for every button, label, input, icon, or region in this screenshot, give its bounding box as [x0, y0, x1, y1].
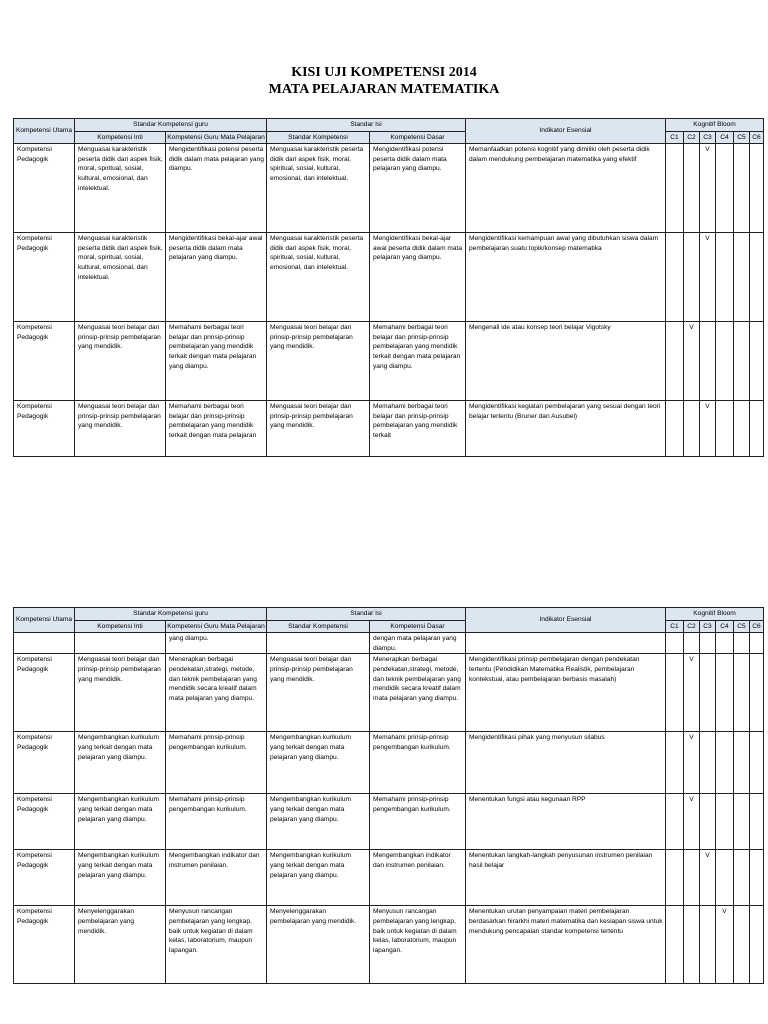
bloom-c5-mark [734, 144, 750, 233]
cell-standar-kompetensi: Menguasai karakteristik peserta didik dari aspek fisik, moral, spiritual, sosial, kultural, emosional, dan intelektual. [267, 144, 370, 233]
table-row [14, 322, 764, 401]
cell-indikator-esensial: Memanfaatkan potensi kognitif yang dimiliki oleh peserta didik dalam mendukung pembelajaran matematika yang efektif [466, 144, 666, 233]
cell-kompetensi-inti: Menguasai teori belajar dan prinsip-prinsip pembelajaran yang mendidik. [75, 654, 166, 732]
cell-kompetensi-dasar: Memahami berbagai teori belajar dan prinsip-prinsip pembelajaran yang mendidik terkait [370, 401, 466, 457]
bloom-c3-mark [700, 654, 716, 732]
bloom-c4-mark [716, 794, 734, 850]
bloom-c2-mark: V [684, 794, 700, 850]
cell-kompetensi-guru-mapel: Memahami berbagai teori belajar dan prinsip-prinsip pembelajaran yang mendidik terkait dengan mata pelajaran [166, 401, 267, 457]
bloom-c3-mark: V [700, 850, 716, 906]
competency-table-2 [13, 607, 764, 984]
cell-kompetensi-guru-mapel: Mengidentifikasi potensi peserta didik dalam mata pelajaran yang diampu. [166, 144, 267, 233]
cell-kompetensi-utama: Kompetensi Pedagogik [14, 732, 75, 794]
bloom-c6-mark [750, 850, 764, 906]
table-row [14, 401, 764, 457]
table-2-body [14, 633, 764, 984]
continuation-bloom-cell [734, 633, 750, 654]
cell-kompetensi-dasar: Mengidentifikasi bekal-ajar awal peserta didik dalam mata pelajaran yang diampu. [370, 233, 466, 322]
header-standar-kompetensi: Standar Kompetensi [267, 620, 370, 633]
continuation-sk [267, 633, 370, 654]
cell-kompetensi-inti: Menguasai karakteristik peserta didik dari aspek fisik, moral, spiritual, sosial, kultural, emosional, dan intelektual. [75, 144, 166, 233]
bloom-c3-mark: V [700, 144, 716, 233]
header-standar-isi: Standar Isi [267, 608, 466, 621]
bloom-c5-mark [734, 654, 750, 732]
cell-kompetensi-guru-mapel: Memahami prinsip-prinsip pengembangan kurikulum. [166, 794, 267, 850]
bloom-c6-mark [750, 906, 764, 984]
header-standar-kompetensi-guru: Standar Kompetensi guru [75, 608, 267, 621]
cell-standar-kompetensi: Mengembangkan kurikulum yang terkait dengan mata pelajaran yang diampu. [267, 850, 370, 906]
bloom-c1-mark [666, 850, 684, 906]
cell-kompetensi-inti: Menguasai teori belajar dan prinsip-prinsip pembelajaran yang mendidik. [75, 401, 166, 457]
cell-kompetensi-guru-mapel: Memahami prinsip-prinsip pengembangan kurikulum. [166, 732, 267, 794]
header-level-c1: C1 [666, 131, 684, 144]
cell-kompetensi-utama: Kompetensi Pedagogik [14, 233, 75, 322]
cell-kompetensi-utama: Kompetensi Pedagogik [14, 794, 75, 850]
header-level-c4: C4 [716, 131, 734, 144]
cell-indikator-esensial: Mengidentifikasi kegiatan pembelajaran yang sesuai dengan teori belajar tertentu (Bruner dan Ausubel) [466, 401, 666, 457]
header-standar-isi: Standar Isi [267, 119, 466, 132]
continuation-inti [75, 633, 166, 654]
table-row [14, 794, 764, 850]
header-indikator-esensial: Indikator Esensial [466, 608, 666, 633]
cell-kompetensi-guru-mapel: Menyusun rancangan pembelajaran yang lengkap, baik untuk kegiatan di dalam kelas, laboratorium, maupun lapangan. [166, 906, 267, 984]
cell-kompetensi-utama: Kompetensi Pedagogik [14, 144, 75, 233]
bloom-c1-mark [666, 654, 684, 732]
header-level-c5: C5 [734, 131, 750, 144]
bloom-c4-mark [716, 732, 734, 794]
continuation-bloom-cell [750, 633, 764, 654]
cell-kompetensi-dasar: Memahami prinsip-prinsip pengembangan kurikulum. [370, 732, 466, 794]
cell-kompetensi-utama: Kompetensi Pedagogik [14, 654, 75, 732]
bloom-c2-mark: V [684, 732, 700, 794]
bloom-c3-mark [700, 906, 716, 984]
cell-standar-kompetensi: Menguasai karakteristik peserta didik dari aspek fisik, moral, spiritual, sosial, kultural, emosional, dan intelektual. [267, 233, 370, 322]
table-row [14, 732, 764, 794]
cell-kompetensi-guru-mapel: Mengidentifikasi bekal-ajar awal peserta didik dalam mata pelajaran yang diampu. [166, 233, 267, 322]
header-kompetensi-dasar: Kompetensi Dasar [370, 620, 466, 633]
header-standar-kompetensi-guru: Standar Kompetensi guru [75, 119, 267, 132]
table-row [14, 850, 764, 906]
bloom-c5-mark [734, 732, 750, 794]
table-row [14, 144, 764, 233]
bloom-c4-mark: V [716, 906, 734, 984]
cell-kompetensi-guru-mapel: Menerapkan berbagai pendekatan,strategi, metode, dan teknik pembelajaran yang mendidik secara kreatif dalam mata pelajaran yang diampu. [166, 654, 267, 732]
cell-indikator-esensial: Menentukan urutan penyampaian materi pembelajaran berdasarkan hirarkhi materi matematika dan kesiapan siswa untuk mendukung pencapaian standar kompetensi tertentu [466, 906, 666, 984]
header-indikator-esensial: Indikator Esensial [466, 119, 666, 144]
cell-kompetensi-dasar: Mengembangkan indikator dan instrumen penilaian. [370, 850, 466, 906]
cell-kompetensi-guru-mapel: Mengembangkan indikator dan instrumen penilaian. [166, 850, 267, 906]
cell-indikator-esensial: Mengidentifikasi kemampuan awal yang dibutuhkan siswa dalam pembelajaran suatu topik/konsep matematika [466, 233, 666, 322]
cell-standar-kompetensi: Mengembangkan kurikulum yang terkait dengan mata pelajaran yang diampu. [267, 732, 370, 794]
bloom-c4-mark [716, 654, 734, 732]
cell-standar-kompetensi: Menguasai teori belajar dan prinsip-prinsip pembelajaran yang mendidik. [267, 401, 370, 457]
bloom-c6-mark [750, 732, 764, 794]
title-line-2: MATA PELAJARAN MATEMATIKA [268, 82, 500, 97]
bloom-c3-mark [700, 322, 716, 401]
continuation-row [14, 633, 764, 654]
bloom-c5-mark [734, 233, 750, 322]
competency-table-1 [13, 118, 764, 457]
bloom-c2-mark [684, 906, 700, 984]
cell-indikator-esensial: Mengenali ide atau konsep teori belajar Vigotsky [466, 322, 666, 401]
cell-kompetensi-inti: Mengembangkan kurikulum yang terkait dengan mata pelajaran yang diampu. [75, 850, 166, 906]
header-kompetensi-inti: Kompetensi Inti [75, 620, 166, 633]
cell-standar-kompetensi: Menguasai teori belajar dan prinsip-prinsip pembelajaran yang mendidik. [267, 322, 370, 401]
bloom-c5-mark [734, 794, 750, 850]
title-line-1: KISI UJI KOMPETENSI 2014 [291, 65, 477, 80]
bloom-c4-mark [716, 850, 734, 906]
bloom-c1-mark [666, 401, 684, 457]
header-kompetensi-guru-mapel: Kompetensi Guru Mata Pelajaran [166, 131, 267, 144]
bloom-c1-mark [666, 322, 684, 401]
header-kognitif-bloom: Kognitif Bloom [666, 608, 764, 621]
bloom-c2-mark [684, 401, 700, 457]
cell-standar-kompetensi: Menguasai teori belajar dan prinsip-prinsip pembelajaran yang mendidik. [267, 654, 370, 732]
cell-indikator-esensial: Menentukan langkah-langkah penyusunan instrumen penilaian hasil belajar [466, 850, 666, 906]
bloom-c1-mark [666, 732, 684, 794]
cell-indikator-esensial: Mengidentifikasi pihak yang menyusun silabus [466, 732, 666, 794]
cell-kompetensi-dasar: Memahami prinsip-prinsip pengembangan kurikulum. [370, 794, 466, 850]
cell-kompetensi-dasar: Memahami berbagai teori belajar dan prinsip-prinsip pembelajaran yang mendidik terkait dengan mata pelajaran yang diampu. [370, 322, 466, 401]
continuation-indikator [466, 633, 666, 654]
header-kompetensi-inti: Kompetensi Inti [75, 131, 166, 144]
header-kompetensi-guru-mapel: Kompetensi Guru Mata Pelajaran [166, 620, 267, 633]
bloom-c6-mark [750, 233, 764, 322]
bloom-c2-mark: V [684, 654, 700, 732]
bloom-c1-mark [666, 906, 684, 984]
bloom-c1-mark [666, 794, 684, 850]
bloom-c5-mark [734, 401, 750, 457]
bloom-c5-mark [734, 322, 750, 401]
header-level-c4: C4 [716, 620, 734, 633]
bloom-c3-mark: V [700, 401, 716, 457]
bloom-c1-mark [666, 233, 684, 322]
bloom-c6-mark [750, 144, 764, 233]
cell-kompetensi-inti: Mengembangkan kurikulum yang terkait dengan mata pelajaran yang diampu. [75, 732, 166, 794]
bloom-c6-mark [750, 322, 764, 401]
header-kompetensi-utama: Kompetensi Utama [14, 608, 75, 633]
header-level-c2: C2 [684, 131, 700, 144]
bloom-c4-mark [716, 401, 734, 457]
cell-standar-kompetensi: Menyelenggarakan pembelajaran yang mendidik. [267, 906, 370, 984]
bloom-c2-mark [684, 850, 700, 906]
header-kompetensi-utama: Kompetensi Utama [14, 119, 75, 144]
continuation-utama [14, 633, 75, 654]
header-level-c1: C1 [666, 620, 684, 633]
cell-kompetensi-utama: Kompetensi Pedagogik [14, 850, 75, 906]
continuation-bloom-cell [684, 633, 700, 654]
bloom-c2-mark: V [684, 322, 700, 401]
cell-kompetensi-utama: Kompetensi Pedagogik [14, 401, 75, 457]
header-standar-kompetensi: Standar Kompetensi [267, 131, 370, 144]
cell-kompetensi-dasar: Mengidentifikasi potensi peserta didik dalam mata pelajaran yang diampu. [370, 144, 466, 233]
table-row [14, 906, 764, 984]
cell-kompetensi-inti: Menyelenggarakan pembelajaran yang mendidik. [75, 906, 166, 984]
cell-kompetensi-utama: Kompetensi Pedagogik [14, 906, 75, 984]
cell-kompetensi-dasar: Menyusun rancangan pembelajaran yang lengkap, baik untuk kegiatan di dalam kelas, laboratorium, maupun lapangan. [370, 906, 466, 984]
bloom-c2-mark [684, 144, 700, 233]
bloom-c4-mark [716, 144, 734, 233]
bloom-c2-mark [684, 233, 700, 322]
header-level-c3: C3 [700, 620, 716, 633]
bloom-c3-mark: V [700, 233, 716, 322]
bloom-c5-mark [734, 906, 750, 984]
header-kompetensi-dasar: Kompetensi Dasar [370, 131, 466, 144]
bloom-c4-mark [716, 322, 734, 401]
bloom-c3-mark [700, 794, 716, 850]
header-level-c6: C6 [750, 131, 764, 144]
header-level-c5: C5 [734, 620, 750, 633]
table-row [14, 654, 764, 732]
table-1-body [14, 144, 764, 457]
continuation-bloom-cell [700, 633, 716, 654]
continuation-bloom-cell [716, 633, 734, 654]
bloom-c6-mark [750, 401, 764, 457]
cell-kompetensi-dasar: Menerapkan berbagai pendekatan,strategi, metode, dan teknik pembelajaran yang mendidik secara kreatif dalam mata pelajaran yang diampu. [370, 654, 466, 732]
cell-standar-kompetensi: Mengembangkan kurikulum yang terkait dengan mata pelajaran yang diampu. [267, 794, 370, 850]
header-level-c3: C3 [700, 131, 716, 144]
document-title [0, 64, 768, 98]
header-level-c2: C2 [684, 620, 700, 633]
cell-kompetensi-inti: Menguasai teori belajar dan prinsip-prinsip pembelajaran yang mendidik. [75, 322, 166, 401]
cell-kompetensi-inti: Mengembangkan kurikulum yang terkait dengan mata pelajaran yang diampu. [75, 794, 166, 850]
cell-kompetensi-utama: Kompetensi Pedagogik [14, 322, 75, 401]
bloom-c6-mark [750, 794, 764, 850]
bloom-c1-mark [666, 144, 684, 233]
header-level-c6: C6 [750, 620, 764, 633]
bloom-c5-mark [734, 850, 750, 906]
continuation-kd: dengan mata pelajaran yang diampu. [370, 633, 466, 654]
continuation-guru-mapel: yang diampu. [166, 633, 267, 654]
bloom-c6-mark [750, 654, 764, 732]
bloom-c3-mark [700, 732, 716, 794]
bloom-c4-mark [716, 233, 734, 322]
table-row [14, 233, 764, 322]
cell-indikator-esensial: Menentukan fungsi atau kegunaan RPP [466, 794, 666, 850]
cell-kompetensi-guru-mapel: Memahami berbagai teori belajar dan prinsip-prinsip pembelajaran yang mendidik terkait dengan mata pelajaran yang diampu. [166, 322, 267, 401]
continuation-bloom-cell [666, 633, 684, 654]
cell-kompetensi-inti: Menguasai karakteristik peserta didik dari aspek fisik, moral, spiritual, sosial, kultural, emosional, dan intelektual. [75, 233, 166, 322]
header-kognitif-bloom: Kognitif Bloom [666, 119, 764, 132]
cell-indikator-esensial: Mengidentifikasi prinsip pembelajaran dengan pendekatan tertentu (Pendidikan Matematika Realistik, pembelajaran kontekstual, atau pembelajaran berbasis masalah) [466, 654, 666, 732]
